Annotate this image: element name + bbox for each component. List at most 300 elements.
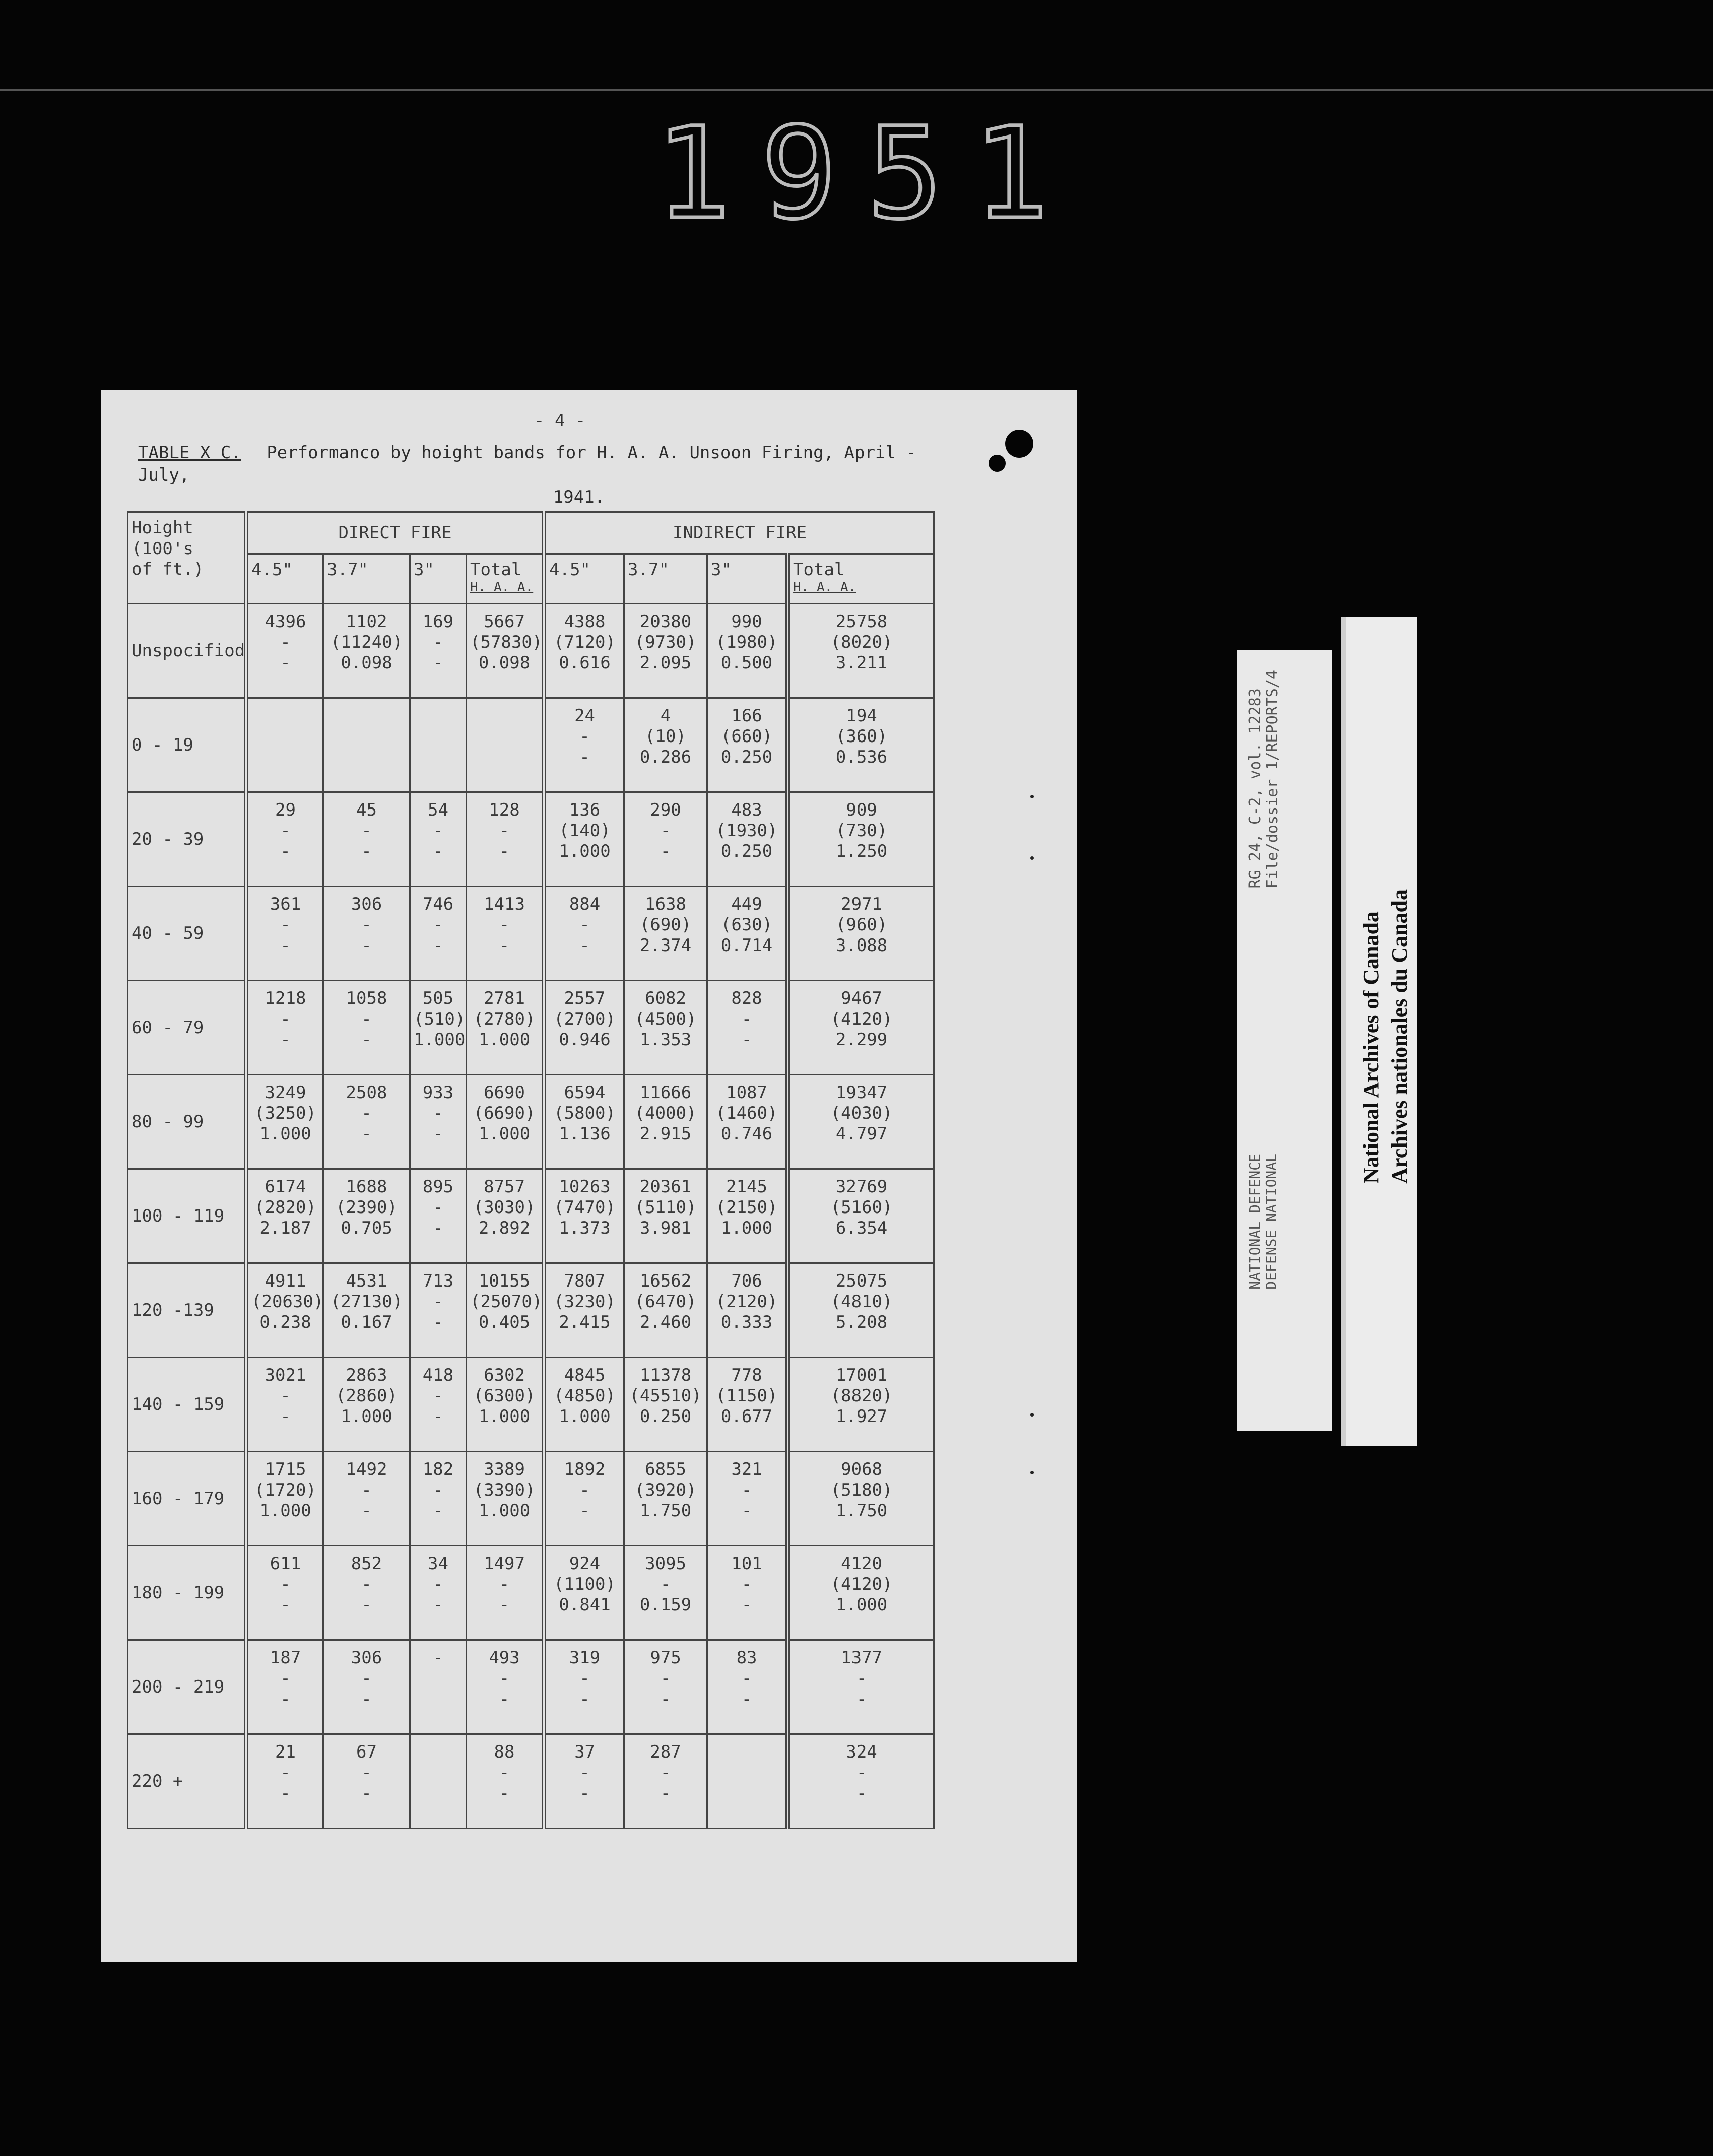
- cell-value: 1.000: [478, 1030, 531, 1050]
- cell-value: (8020): [830, 632, 893, 652]
- table-cell: [707, 604, 788, 698]
- cell-value: 0.250: [720, 747, 773, 767]
- table-cell: [410, 1734, 467, 1829]
- table-cell: [788, 1169, 934, 1263]
- cell-value: 0.500: [720, 653, 773, 673]
- cell-value: -: [660, 1783, 671, 1803]
- cell-value: 706: [731, 1271, 762, 1291]
- cell-value: -: [660, 1574, 671, 1594]
- height-band-label: 40 - 59: [128, 887, 246, 981]
- cell-value: 67: [356, 1742, 377, 1762]
- cell-value: -: [433, 1501, 443, 1521]
- table-row: [128, 1640, 934, 1734]
- cell-value: -: [361, 1480, 372, 1500]
- cell-value: (2390): [336, 1197, 398, 1218]
- cell-value: (4500): [634, 1009, 697, 1029]
- indirect-fire-header: INDIRECT FIRE: [544, 512, 934, 554]
- cell-value: 25758: [835, 612, 888, 632]
- cell-value: -: [579, 915, 590, 935]
- cell-value: 2.460: [639, 1312, 692, 1332]
- cell-value: 3249: [265, 1083, 306, 1103]
- cell-value: 7807: [564, 1271, 606, 1291]
- cell-value: -: [280, 1386, 291, 1406]
- cell-value: (730): [835, 821, 888, 841]
- cell-value: 9068: [841, 1459, 883, 1479]
- table-cell: [467, 1075, 544, 1169]
- cell-value: 2.892: [478, 1218, 531, 1238]
- cell-value: -: [660, 1689, 671, 1709]
- cell-value: -: [361, 915, 372, 935]
- cell-value: 1.000: [414, 1030, 466, 1050]
- table-cell: [707, 1075, 788, 1169]
- cell-value: 1.000: [259, 1124, 311, 1144]
- cell-value: -: [741, 1480, 752, 1500]
- table-cell: [246, 1452, 323, 1546]
- cell-value: (2150): [715, 1197, 778, 1218]
- table-cell: [544, 1640, 624, 1734]
- cell-value: 1.000: [341, 1406, 392, 1427]
- table-cell: [323, 1452, 410, 1546]
- cell-value: 0.098: [478, 653, 531, 673]
- cell-value: 194: [846, 706, 877, 726]
- table-cell: [544, 1734, 624, 1829]
- cell-value: (3230): [554, 1292, 616, 1312]
- cell-value: -: [741, 1574, 752, 1594]
- table-cell: [707, 1640, 788, 1734]
- table-cell: [624, 698, 707, 792]
- cell-value: 2863: [346, 1365, 387, 1385]
- cell-value: (25070): [470, 1292, 543, 1312]
- table-cell: [467, 604, 544, 698]
- cell-value: (1100): [554, 1574, 616, 1594]
- cell-value: 449: [731, 894, 762, 914]
- cell-value: 88: [494, 1742, 515, 1762]
- height-band-label: 180 - 199: [128, 1546, 246, 1640]
- cell-value: (6470): [634, 1292, 697, 1312]
- cell-value: -: [361, 1103, 372, 1123]
- table-cell: [467, 1358, 544, 1452]
- table-cell: [246, 1358, 323, 1452]
- table-cell: [707, 698, 788, 792]
- cell-value: 895: [422, 1177, 454, 1197]
- cell-value: -: [280, 1574, 291, 1594]
- cell-value: (7120): [554, 632, 616, 652]
- table-row: [128, 698, 934, 792]
- cell-value: 2971: [841, 894, 883, 914]
- height-band-label: 80 - 99: [128, 1075, 246, 1169]
- cell-value: 0.746: [720, 1124, 773, 1144]
- cell-value: (3920): [634, 1480, 697, 1500]
- cell-value: 0.946: [559, 1030, 611, 1050]
- archive-reference: RG 24, C-2, vol. 12283 File/dossier 1/REPORTS/4: [1246, 670, 1281, 889]
- cell-value: -: [433, 1124, 443, 1144]
- cell-value: -: [433, 1574, 443, 1594]
- cell-value: 4.797: [835, 1124, 888, 1144]
- cell-value: 29: [275, 800, 296, 820]
- cell-value: -: [579, 935, 590, 956]
- cell-value: -: [280, 653, 291, 673]
- cell-value: 306: [351, 894, 382, 914]
- cell-value: 83: [736, 1648, 757, 1668]
- table-cell: [788, 1358, 934, 1452]
- cell-value: 0.286: [639, 747, 692, 767]
- cell-value: (4810): [830, 1292, 893, 1312]
- cell-value: (660): [720, 726, 773, 747]
- table-cell: [707, 1358, 788, 1452]
- cell-value: 6855: [645, 1459, 686, 1479]
- table-cell: [410, 1169, 467, 1263]
- cell-value: 1.000: [478, 1501, 531, 1521]
- cell-value: 6082: [645, 988, 686, 1008]
- cell-value: (4000): [634, 1103, 697, 1123]
- cell-value: 909: [846, 800, 877, 820]
- cell-value: 2557: [564, 988, 606, 1008]
- sub-header: 3.7": [323, 554, 410, 604]
- cell-value: (10): [645, 726, 686, 747]
- cell-value: (5180): [830, 1480, 893, 1500]
- cell-value: -: [361, 1689, 372, 1709]
- cell-value: 1715: [265, 1459, 306, 1479]
- cell-value: 3389: [484, 1459, 525, 1479]
- cell-value: 6594: [564, 1083, 606, 1103]
- table-cell: [323, 604, 410, 698]
- sub-header: 4.5": [544, 554, 624, 604]
- cell-value: 1102: [346, 612, 387, 632]
- cell-value: 5667: [484, 612, 525, 632]
- table-cell: [624, 1263, 707, 1358]
- cell-value: -: [280, 1763, 291, 1783]
- table-cell: [788, 1546, 934, 1640]
- cell-value: -: [433, 1197, 443, 1218]
- cell-value: (45510): [629, 1386, 702, 1406]
- cell-value: 2.299: [835, 1030, 888, 1050]
- cell-value: 25075: [835, 1271, 888, 1291]
- cell-value: 1218: [265, 988, 306, 1008]
- cell-value: 2781: [484, 988, 525, 1008]
- cell-value: -: [433, 1312, 443, 1332]
- table-cell: [788, 698, 934, 792]
- cell-value: -: [280, 821, 291, 841]
- sub-header: Total H. A. A.: [467, 554, 544, 604]
- table-cell: [707, 792, 788, 887]
- cell-value: 4531: [346, 1271, 387, 1291]
- cell-value: -: [280, 1783, 291, 1803]
- table-cell: [544, 1452, 624, 1546]
- table-cell: [707, 1734, 788, 1829]
- cell-value: 1.000: [259, 1501, 311, 1521]
- cell-value: -: [499, 1763, 510, 1783]
- cell-value: -: [280, 1030, 291, 1050]
- height-band-label: 200 - 219: [128, 1640, 246, 1734]
- table-row: [128, 1546, 934, 1640]
- ink-blot: [989, 455, 1006, 472]
- table-cell: [544, 1169, 624, 1263]
- cell-value: -: [660, 1668, 671, 1689]
- table-cell: [624, 1358, 707, 1452]
- cell-value: 10263: [559, 1177, 611, 1197]
- cell-value: -: [741, 1595, 752, 1615]
- cell-value: (1150): [715, 1386, 778, 1406]
- table-cell: [788, 792, 934, 887]
- table-cell: [467, 1263, 544, 1358]
- cell-value: 0.714: [720, 935, 773, 956]
- table-cell: [707, 1546, 788, 1640]
- cell-value: 182: [422, 1459, 454, 1479]
- cell-value: 1.000: [835, 1595, 888, 1615]
- cell-value: 4845: [564, 1365, 606, 1385]
- table-cell: [410, 604, 467, 698]
- cell-value: -: [361, 1009, 372, 1029]
- cell-value: -: [280, 1595, 291, 1615]
- cell-value: 54: [428, 800, 448, 820]
- cell-value: 45: [356, 800, 377, 820]
- table-cell: [788, 1452, 934, 1546]
- cell-value: (140): [559, 821, 611, 841]
- cell-value: 1.353: [639, 1030, 692, 1050]
- cell-value: 1.000: [478, 1124, 531, 1144]
- sub-header: 3": [410, 554, 467, 604]
- cell-value: -: [433, 821, 443, 841]
- table-cell: [410, 698, 467, 792]
- cell-value: 746: [422, 894, 454, 914]
- cell-value: 0.238: [259, 1312, 311, 1332]
- table-cell: [624, 1169, 707, 1263]
- cell-value: -: [741, 1030, 752, 1050]
- table-cell: [788, 981, 934, 1075]
- cell-value: (6690): [473, 1103, 536, 1123]
- cell-value: -: [433, 1480, 443, 1500]
- cell-value: 2.915: [639, 1124, 692, 1144]
- cell-value: (8820): [830, 1386, 893, 1406]
- table-cell: [323, 887, 410, 981]
- cell-value: (2700): [554, 1009, 616, 1029]
- cell-value: -: [280, 1009, 291, 1029]
- table-cell: [323, 792, 410, 887]
- table-cell: [624, 981, 707, 1075]
- cell-value: (2120): [715, 1292, 778, 1312]
- cell-value: 852: [351, 1554, 382, 1574]
- cell-value: 611: [270, 1554, 301, 1574]
- cell-value: 1.750: [835, 1501, 888, 1521]
- cell-value: -: [579, 1501, 590, 1521]
- cell-value: 0.616: [559, 653, 611, 673]
- cell-value: 6.354: [835, 1218, 888, 1238]
- cell-value: (20630): [251, 1292, 324, 1312]
- cell-value: -: [579, 726, 590, 747]
- cell-value: 3.981: [639, 1218, 692, 1238]
- cell-value: -: [361, 1668, 372, 1689]
- cell-value: (5110): [634, 1197, 697, 1218]
- table-cell: [246, 1169, 323, 1263]
- cell-value: 505: [422, 988, 454, 1008]
- table-cell: [707, 887, 788, 981]
- cell-value: 1.373: [559, 1218, 611, 1238]
- cell-value: 8757: [484, 1177, 525, 1197]
- cell-value: -: [579, 1689, 590, 1709]
- cell-value: 3.211: [835, 653, 888, 673]
- cell-value: -: [499, 1668, 510, 1689]
- table-cell: [467, 792, 544, 887]
- cell-value: 3095: [645, 1554, 686, 1574]
- table-year: 1941.: [553, 487, 605, 507]
- margin-dot: [1030, 795, 1034, 798]
- cell-value: -: [361, 1030, 372, 1050]
- cell-value: 713: [422, 1271, 454, 1291]
- archive-label-strip: [1237, 650, 1332, 1431]
- table-cell: [624, 887, 707, 981]
- table-row: [128, 981, 934, 1075]
- cell-value: -: [499, 915, 510, 935]
- table-cell: [410, 1640, 467, 1734]
- cell-value: -: [579, 747, 590, 767]
- cell-value: -: [433, 1103, 443, 1123]
- cell-value: (360): [835, 726, 888, 747]
- cell-value: (4850): [554, 1386, 616, 1406]
- cell-value: -: [433, 1595, 443, 1615]
- table-cell: [323, 698, 410, 792]
- cell-value: 4: [660, 706, 671, 726]
- cell-value: -: [280, 1668, 291, 1689]
- table-cell: [246, 981, 323, 1075]
- table-cell: [410, 1452, 467, 1546]
- cell-value: -: [499, 1689, 510, 1709]
- cell-value: -: [280, 1689, 291, 1709]
- table-cell: [467, 1452, 544, 1546]
- cell-value: 1.250: [835, 841, 888, 861]
- cell-value: (4030): [830, 1103, 893, 1123]
- table-cell: [544, 1075, 624, 1169]
- cell-value: (5800): [554, 1103, 616, 1123]
- table-cell: [246, 604, 323, 698]
- sub-header: 3.7": [624, 554, 707, 604]
- table-cell: [410, 887, 467, 981]
- cell-value: (690): [639, 915, 692, 935]
- cell-value: 4396: [265, 612, 306, 632]
- sub-header: 3": [707, 554, 788, 604]
- cell-value: -: [433, 1218, 443, 1238]
- cell-value: 1.000: [720, 1218, 773, 1238]
- cell-value: 2145: [726, 1177, 767, 1197]
- cell-value: 166: [731, 706, 762, 726]
- table-cell: [707, 1169, 788, 1263]
- table-cell: [788, 887, 934, 981]
- cell-value: 20361: [639, 1177, 692, 1197]
- table-cell: [410, 792, 467, 887]
- cell-value: -: [433, 1406, 443, 1427]
- cell-value: (3030): [473, 1197, 536, 1218]
- table-id: TABLE X C.: [138, 443, 241, 463]
- table-cell: [544, 887, 624, 981]
- height-band-label: Unspocifiod: [128, 604, 246, 698]
- table-title: Performanco by hoight bands for H. A. A. Unsoon Firing, April - July,: [138, 443, 916, 485]
- cell-value: 1.136: [559, 1124, 611, 1144]
- cell-value: -: [499, 1595, 510, 1615]
- cell-value: (3390): [473, 1480, 536, 1500]
- cell-value: -: [433, 653, 443, 673]
- cell-value: -: [361, 1574, 372, 1594]
- cell-value: 2.415: [559, 1312, 611, 1332]
- cell-value: 418: [422, 1365, 454, 1385]
- cell-value: 136: [569, 800, 601, 820]
- cell-value: (5160): [830, 1197, 893, 1218]
- cell-value: -: [361, 1501, 372, 1521]
- cell-value: 0.159: [639, 1595, 692, 1615]
- table-cell: [246, 698, 323, 792]
- cell-value: 187: [270, 1648, 301, 1668]
- cell-value: -: [856, 1783, 867, 1803]
- table-cell: [467, 1546, 544, 1640]
- cell-value: 0.098: [341, 653, 392, 673]
- cell-value: 306: [351, 1648, 382, 1668]
- cell-value: 169: [422, 612, 454, 632]
- cell-value: 34: [428, 1554, 448, 1574]
- table-cell: [544, 1546, 624, 1640]
- cell-value: (4120): [830, 1574, 893, 1594]
- cell-value: (510): [414, 1009, 466, 1029]
- cell-value: 9467: [841, 988, 883, 1008]
- cell-value: 3021: [265, 1365, 306, 1385]
- table-cell: [707, 1452, 788, 1546]
- table-row: [128, 887, 934, 981]
- cell-value: (1460): [715, 1103, 778, 1123]
- cell-value: 0.250: [639, 1406, 692, 1427]
- height-band-label: 0 - 19: [128, 698, 246, 792]
- table-row: [128, 1452, 934, 1546]
- top-rule: [0, 89, 1713, 91]
- cell-value: -: [361, 1124, 372, 1144]
- cell-value: 0.333: [720, 1312, 773, 1332]
- cell-value: 493: [489, 1648, 520, 1668]
- table-cell: [624, 1640, 707, 1734]
- cell-value: 1892: [564, 1459, 606, 1479]
- cell-value: -: [499, 935, 510, 956]
- cell-value: 5.208: [835, 1312, 888, 1332]
- cell-value: 6690: [484, 1083, 525, 1103]
- cell-value: (9730): [634, 632, 697, 652]
- cell-value: (2820): [254, 1197, 316, 1218]
- cell-value: 933: [422, 1083, 454, 1103]
- table-cell: [788, 1075, 934, 1169]
- table-cell: [624, 1075, 707, 1169]
- cell-value: (4120): [830, 1009, 893, 1029]
- cell-value: -: [361, 821, 372, 841]
- table-cell: [467, 1734, 544, 1829]
- cell-value: -: [361, 935, 372, 956]
- cell-value: 2508: [346, 1083, 387, 1103]
- cell-value: 1.927: [835, 1406, 888, 1427]
- table-cell: [410, 1263, 467, 1358]
- cell-value: 0.677: [720, 1406, 773, 1427]
- table-cell: [624, 1734, 707, 1829]
- height-band-label: 160 - 179: [128, 1452, 246, 1546]
- cell-value: (57830): [470, 632, 543, 652]
- cell-value: -: [660, 821, 671, 841]
- cell-value: 128: [489, 800, 520, 820]
- table-cell: [323, 1263, 410, 1358]
- cell-value: 2.187: [259, 1218, 311, 1238]
- cell-value: -: [499, 841, 510, 861]
- cell-value: 1688: [346, 1177, 387, 1197]
- cell-value: 778: [731, 1365, 762, 1385]
- cell-value: 990: [731, 612, 762, 632]
- document-page: [101, 390, 1077, 1962]
- table-cell: [544, 981, 624, 1075]
- cell-value: (11240): [330, 632, 403, 652]
- department-name: NATIONAL DEFENCE DEFENSE NATIONAL: [1246, 1154, 1279, 1290]
- cell-value: -: [579, 1783, 590, 1803]
- cell-value: -: [856, 1668, 867, 1689]
- cell-value: -: [361, 1783, 372, 1803]
